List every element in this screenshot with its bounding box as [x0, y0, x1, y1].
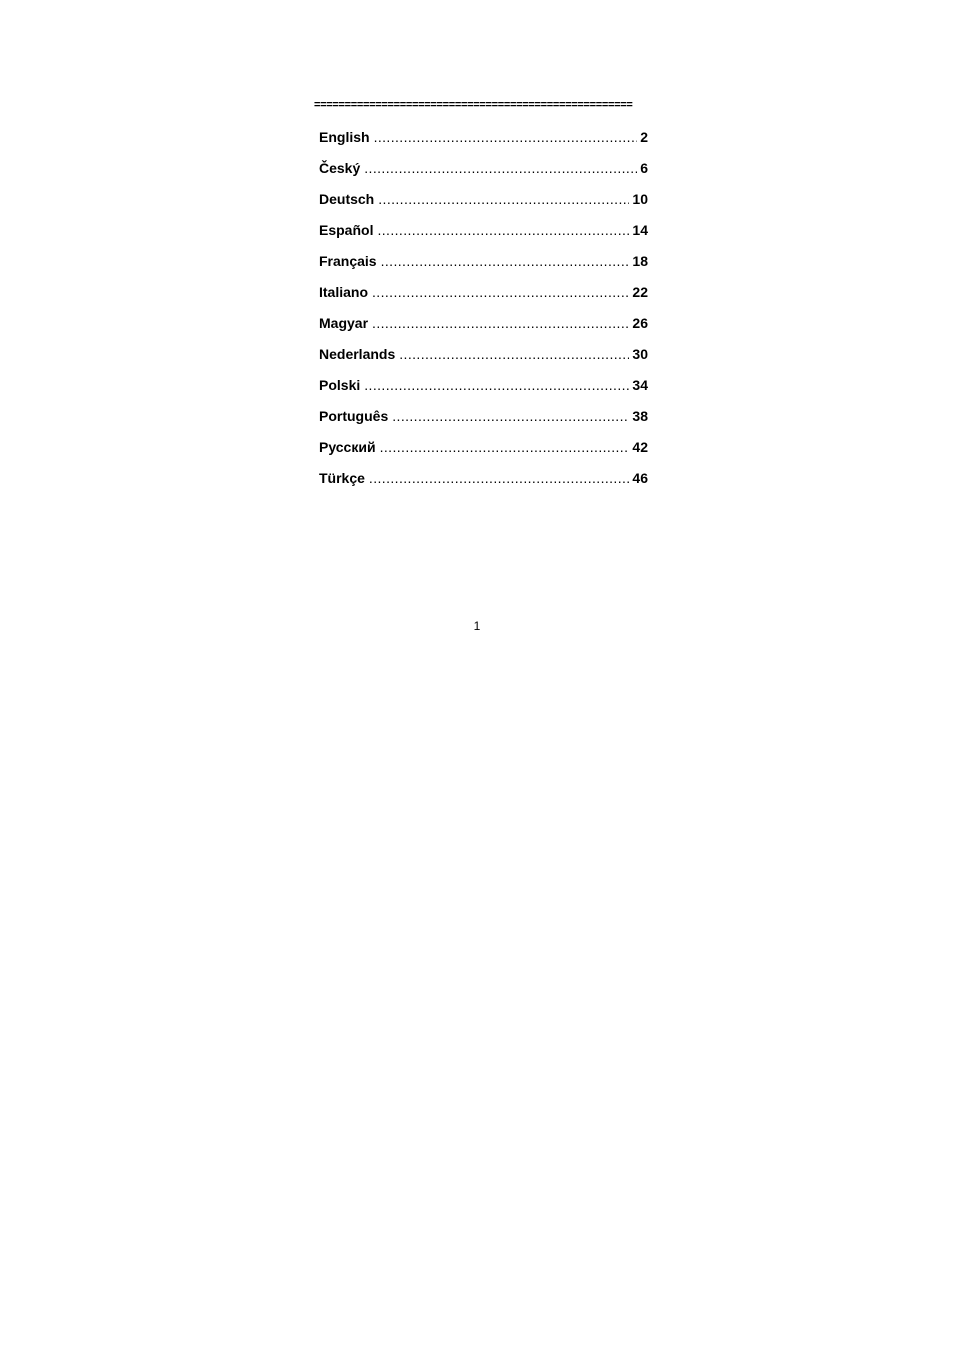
dot-leader	[380, 437, 630, 457]
dot-leader	[364, 158, 637, 178]
toc-entry-page: 10	[632, 191, 648, 207]
dot-leader	[369, 468, 630, 488]
toc-entry-label: Deutsch	[319, 191, 375, 207]
toc-entry-page: 46	[632, 470, 648, 486]
toc-entry-portugues[interactable]	[319, 406, 648, 437]
toc-entry-page: 6	[640, 160, 648, 176]
dot-leader	[399, 344, 629, 364]
dot-leader	[372, 313, 629, 333]
toc-entry-magyar[interactable]	[319, 313, 648, 344]
toc-entry-page: 38	[632, 408, 648, 424]
toc-entry-english[interactable]	[319, 127, 648, 158]
dot-leader	[377, 220, 629, 240]
toc-entry-francais[interactable]	[319, 251, 648, 282]
toc-entry-page: 22	[632, 284, 648, 300]
toc-entry-page: 42	[632, 439, 648, 455]
toc-entry-label: Português	[319, 408, 389, 424]
toc-entry-label: Italiano	[319, 284, 369, 300]
page-number: 1	[473, 619, 481, 633]
toc-entry-turkce[interactable]	[319, 468, 648, 499]
toc-entry-label: Русский	[319, 439, 376, 455]
toc-entry-cesky[interactable]	[319, 158, 648, 189]
toc-entry-label: Český	[319, 160, 361, 176]
toc-entry-espanol[interactable]	[319, 220, 648, 251]
separator-line: ====================================================	[314, 99, 633, 111]
toc-entry-label: Magyar	[319, 315, 369, 331]
dot-leader	[364, 375, 629, 395]
toc-entry-russkiy[interactable]	[319, 437, 648, 468]
toc-entry-page: 26	[632, 315, 648, 331]
dot-leader	[374, 127, 638, 147]
toc-entry-label: Español	[319, 222, 374, 238]
toc-entry-page: 30	[632, 346, 648, 362]
dot-leader	[381, 251, 630, 271]
dot-leader	[378, 189, 629, 209]
toc-entry-italiano[interactable]	[319, 282, 648, 313]
toc-entry-label: Français	[319, 253, 377, 269]
toc-entry-label: Nederlands	[319, 346, 396, 362]
toc-entry-polski[interactable]	[319, 375, 648, 406]
toc-entry-nederlands[interactable]	[319, 344, 648, 375]
toc-entry-page: 14	[632, 222, 648, 238]
toc-entry-page: 2	[640, 129, 648, 145]
toc-entry-label: English	[319, 129, 370, 145]
toc-entry-deutsch[interactable]	[319, 189, 648, 220]
dot-leader	[392, 406, 629, 426]
table-of-contents	[319, 127, 648, 499]
toc-entry-page: 34	[632, 377, 648, 393]
dot-leader	[372, 282, 629, 302]
toc-entry-page: 18	[632, 253, 648, 269]
toc-entry-label: Türkçe	[319, 470, 365, 486]
toc-entry-label: Polski	[319, 377, 361, 393]
